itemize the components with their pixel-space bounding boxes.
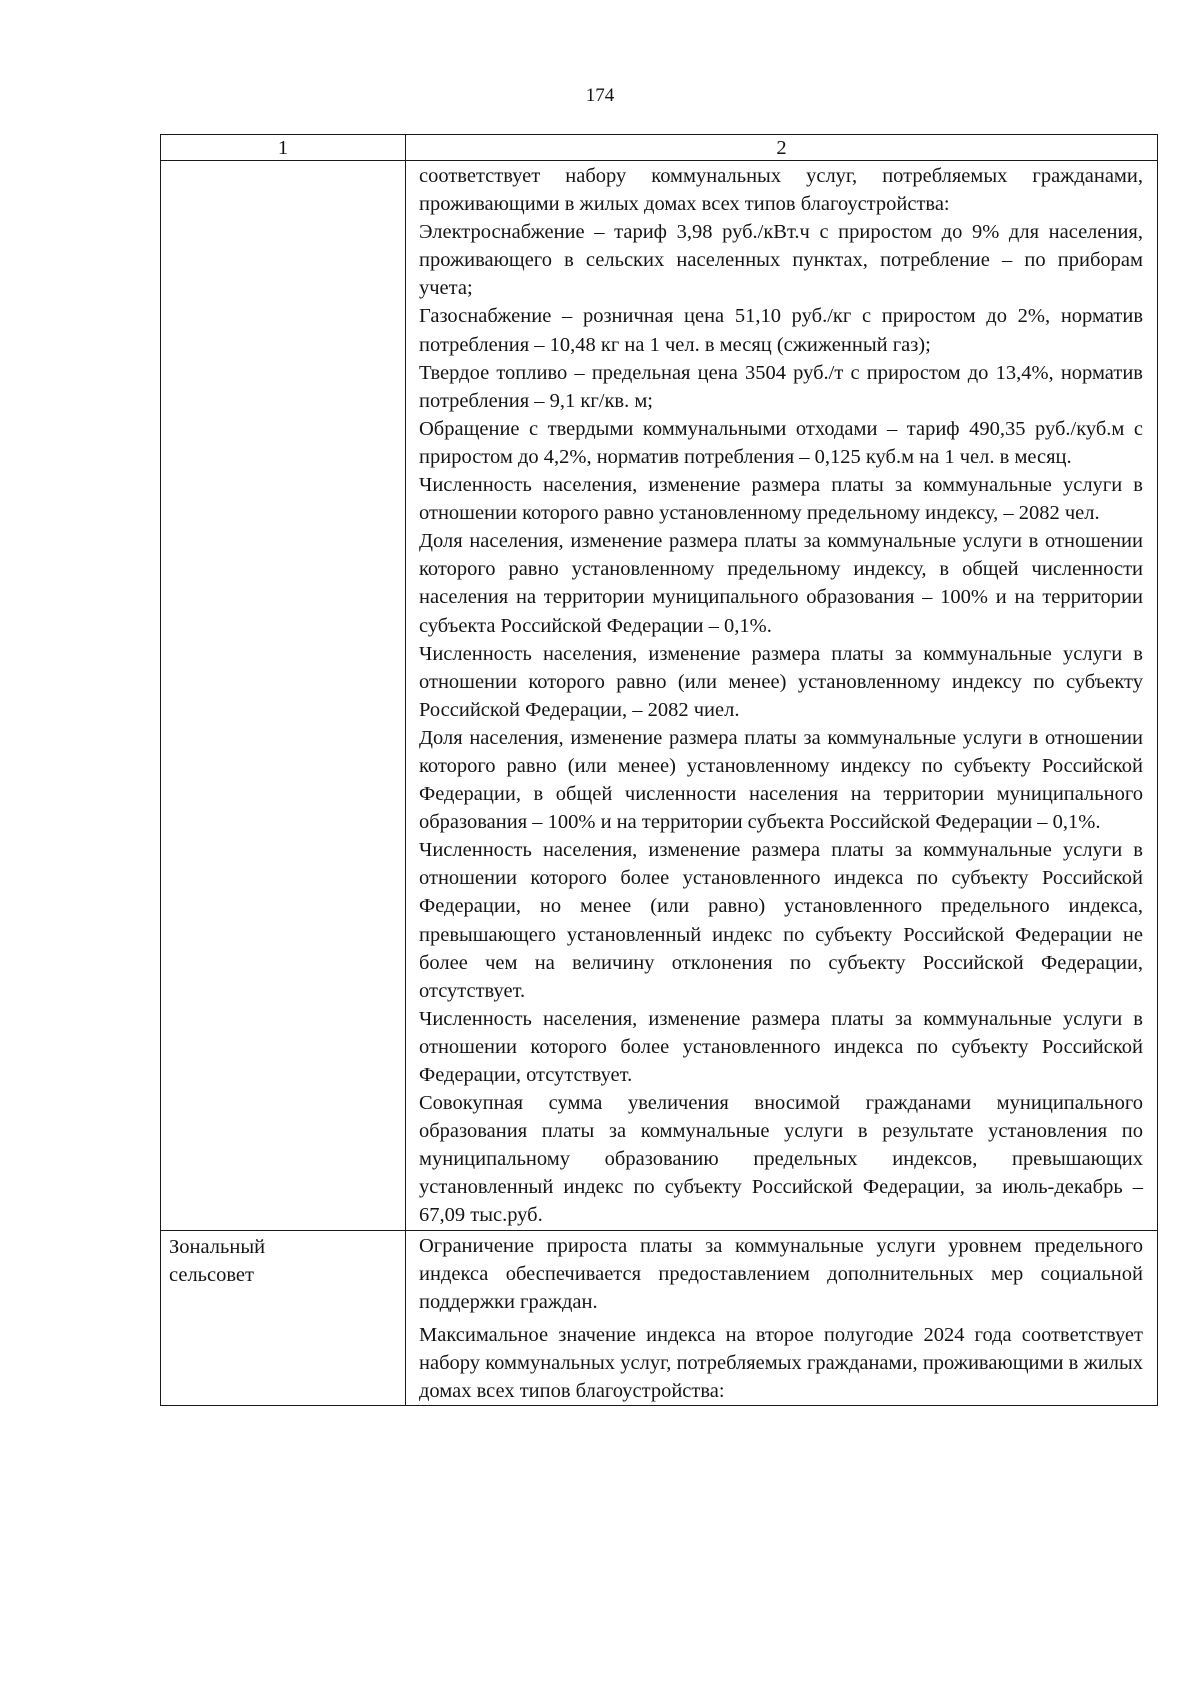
paragraph: Доля населения, изменение размера платы за коммунальные услуги в отношении которого равно установленному предельному индексу, в общей численности населения на территории муниципального образования – 100% и на территории субъекта Российской Федерации – 0,1%.: [419, 530, 1143, 637]
municipality-cell: [161, 161, 406, 1231]
table-row: [161, 161, 1158, 1231]
paragraph: Электроснабжение – тариф 3,98 руб./кВт.ч с приростом до 9% для населения, проживающего в сельских населенных пунктах, потребление – по приборам учета;: [419, 221, 1143, 300]
document-table: [160, 134, 1158, 1406]
description-cell: [406, 1230, 1158, 1406]
paragraph: Численность населения, изменение размера платы за коммунальные услуги в отношении которого равно (или менее) установленному индексу по субъекту Российской Федерации, – 2082 чиел.: [419, 642, 1143, 721]
paragraph: Газоснабжение – розничная цена 51,10 руб./кг с приростом до 2%, норматив потребления – 10,48 кг на 1 чел. в месяц (сжиженный газ);: [419, 305, 1143, 356]
paragraph: Численность населения, изменение размера платы за коммунальные услуги в отношении которого равно установленному предельному индексу, – 2082 чел.: [419, 474, 1143, 525]
paragraph: Совокупная сумма увеличения вносимой гражданами муниципального образования платы за коммунальные услуги в результате установления по муниципальному образованию предельных индексов, превышающих установленный индекс по субъекту Российской Федерации, за июль-декабрь – 67,09 тыс.руб.: [419, 1092, 1143, 1227]
paragraph: Ограничение прироста платы за коммунальные услуги уровнем предельного индекса обеспечивается предоставлением дополнительных мер социальной поддержки граждан.: [419, 1234, 1143, 1313]
municipality-cell: [161, 1230, 406, 1406]
column-header-2: 2: [406, 135, 1158, 161]
paragraph: Доля населения, изменение размера платы за коммунальные услуги в отношении которого равно (или менее) установленному индексу по субъекту Российской Федерации, в общей численности населения на территории муниципального образования – 100% и на территории субъекта Российской Федерации – 0,1%.: [419, 726, 1143, 834]
table-row: [161, 1230, 1158, 1406]
table-header-row: [161, 135, 1158, 161]
page-number: 174: [585, 85, 615, 106]
paragraph: Обращение с твердыми коммунальными отходами – тариф 490,35 руб./куб.м с приростом до 4,2%, норматив потребления – 0,125 куб.м на 1 чел. в месяц.: [419, 417, 1143, 468]
paragraph: соответствует набору коммунальных услуг, потребляемых гражданами, проживающими в жилых домах всех типов благоустройства:: [419, 165, 1143, 216]
municipality-name-line: Зональный: [169, 1235, 266, 1258]
description-cell: [406, 161, 1158, 1231]
paragraph: Численность населения, изменение размера платы за коммунальные услуги в отношении которого более установленного индекса по субъекту Российской Федерации, но менее (или равно) установленного предельного индекса, превышающего установленный индекс по субъекту Российской Федерации не более чем на величину отклонения по субъекту Российской Федерации, отсутствует.: [419, 839, 1143, 1002]
paragraph: Твердое топливо – предельная цена 3504 руб./т с приростом до 13,4%, норматив потребления – 9,1 кг/кв. м;: [419, 361, 1143, 412]
municipality-name-line: сельсовет: [169, 1263, 254, 1286]
paragraph: Максимальное значение индекса на второе полугодие 2024 года соответствует набору коммунальных услуг, потребляемых гражданами, проживающими в жилых домах всех типов благоустройства:: [419, 1323, 1143, 1403]
column-header-1: 1: [161, 135, 406, 161]
paragraph: Численность населения, изменение размера платы за коммунальные услуги в отношении которого более установленного индекса по субъекту Российской Федерации, отсутствует.: [419, 1007, 1143, 1086]
